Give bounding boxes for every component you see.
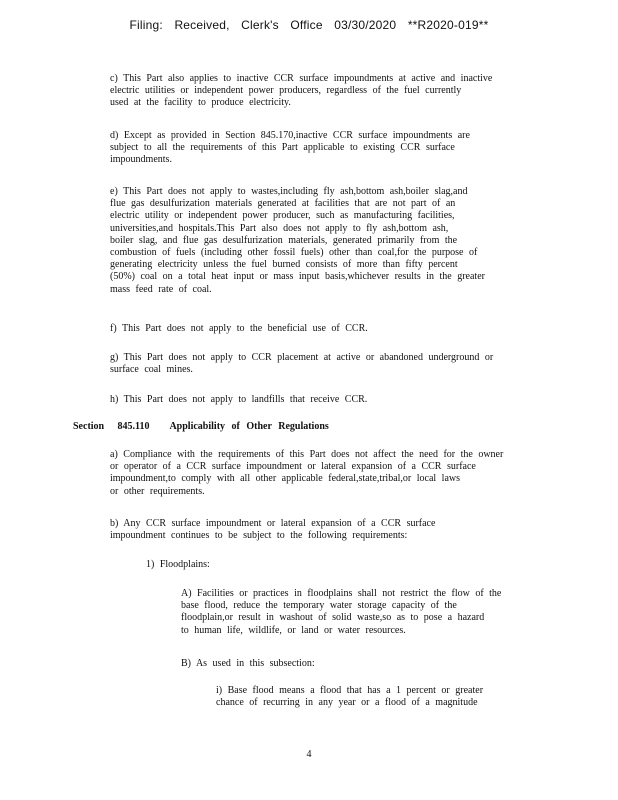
section-heading [73, 421, 329, 432]
paragraph-d: d) Except as provided in Section 845.170,inactive CCR surface impoundments are subject to all the requirements of this Part applicable to existing CCR surface impoundments. [110, 130, 470, 166]
subparagraph-b: b) Any CCR surface impoundment or lateral expansion of a CCR surface impoundment continues to be subject to the following requirements: [110, 518, 436, 542]
section-label: Section [73, 421, 105, 432]
section-title: Applicability of Other Regulations [169, 421, 329, 432]
subparagraph-b1a: A) Facilities or practices in floodplains shall not restrict the flow of the base flood, reduce the temporary water storage capacity of the floodplain,or result in washout of solid waste,so as to pose a hazard to human life, wildlife, or land or water resources. [181, 588, 502, 636]
subparagraph-b1b-i: i) Base flood means a flood that has a 1 percent or greater chance of recurring in any year or a flood of a magnitude [216, 685, 484, 709]
page-number: 4 [306, 749, 312, 760]
subparagraph-a: a) Compliance with the requirements of this Part does not affect the need for the owner or operator of a CCR surface impoundment or lateral expansion of a CCR surface impoundment,to comply with all other applicable federal,state,tribal,or local laws or other requirements. [110, 449, 504, 497]
paragraph-h: h) This Part does not apply to landfills that receive CCR. [110, 394, 368, 405]
filing-header: Filing: Received, Clerk's Office 03/30/2020 **R2020-019** [129, 18, 489, 32]
paragraph-c: c) This Part also applies to inactive CCR surface impoundments at active and inactive electric utilities or independent power producers, regardless of the fuel currently used at the facility to produce electricity. [110, 73, 493, 109]
paragraph-g: g) This Part does not apply to CCR placement at active or abandoned underground or surface coal mines. [110, 352, 494, 376]
section-number: 845.110 [117, 421, 150, 432]
subparagraph-b1: 1) Floodplains: [146, 559, 210, 570]
subparagraph-b1b: B) As used in this subsection: [181, 658, 315, 669]
paragraph-f: f) This Part does not apply to the beneficial use of CCR. [110, 323, 368, 334]
paragraph-e: e) This Part does not apply to wastes,including fly ash,bottom ash,boiler slag,and flue gas desulfurization materials generated at facilities that are not part of an electric utility or independent power producer, such as manufacturing facilities, universities,and hospitals.This Part also does not apply to fly ash,bottom ash, boiler slag, and flue gas desulfurization materials, generated primarily from the combustion of fuels (including other fossil fuels) other than coal,for the purpose of generating electricity unless the fuel burned consists of more than fifty percent (50%) coal on a total heat input or mass input basis,whichever results in the greater mass feed rate of coal. [110, 186, 485, 295]
